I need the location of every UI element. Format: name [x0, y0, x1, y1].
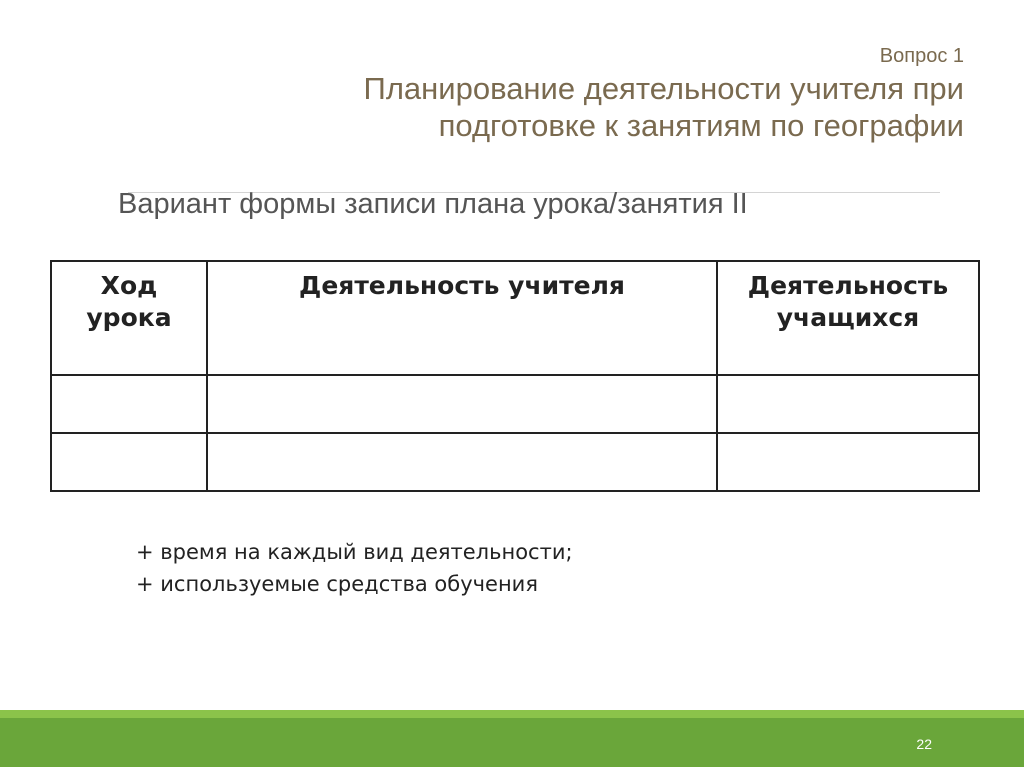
- slide-subtitle: Вариант формы записи плана урока/занятия II: [118, 188, 748, 220]
- header-teacher-activity: [207, 261, 717, 375]
- footer-bar: [0, 718, 1024, 767]
- table-cell: [51, 375, 207, 433]
- table-cell: [51, 433, 207, 491]
- slide-title: [204, 70, 964, 144]
- table-row: [51, 375, 979, 433]
- header-text: Ход: [100, 271, 158, 300]
- table-header-row: [51, 261, 979, 375]
- header-lesson-progress: [51, 261, 207, 375]
- table-cell: [207, 433, 717, 491]
- question-label: Вопрос 1: [879, 45, 964, 67]
- header-text: Деятельность: [747, 271, 949, 300]
- lesson-plan-table: [50, 260, 980, 492]
- slide-title-line-2: подготовке к занятиям по географии: [438, 108, 964, 143]
- table-cell: [717, 433, 979, 491]
- header-text: Деятельность учителя: [299, 271, 625, 300]
- table-cell: [207, 375, 717, 433]
- table-cell: [717, 375, 979, 433]
- header-text: учащихся: [776, 303, 920, 332]
- table-row: [51, 433, 979, 491]
- note-item: + время на каждый вид деятельности;: [136, 540, 573, 564]
- note-item: + используемые средства обучения: [136, 572, 538, 596]
- slide-title-line-1: Планирование деятельности учителя при: [363, 71, 964, 106]
- footer-stripe: [0, 710, 1024, 718]
- header-student-activity: [717, 261, 979, 375]
- page-number: 22: [916, 736, 932, 752]
- notes-list: [136, 536, 573, 600]
- slide-header: [204, 44, 964, 144]
- header-text: урока: [86, 303, 172, 332]
